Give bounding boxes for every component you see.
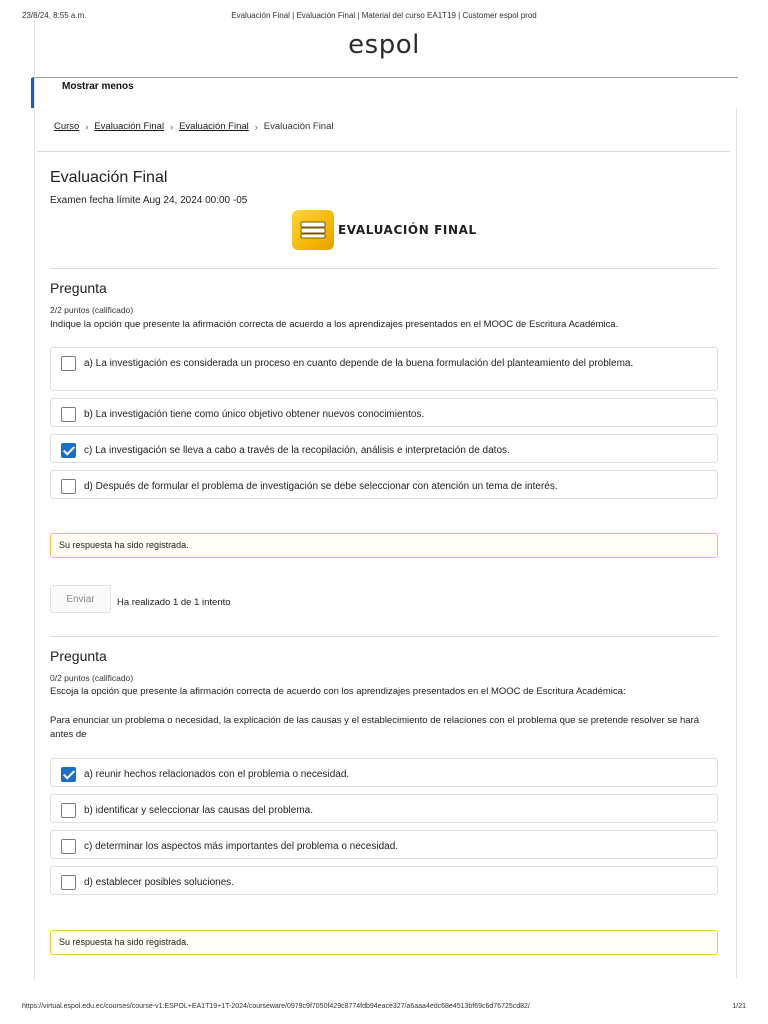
q2-option-c[interactable]: [50, 830, 718, 859]
q1-option-a-label: a) La investigación es considerada un proceso en cuanto depende de la buena formulación del planteamiento del problema.: [84, 358, 634, 369]
q2-option-b-checkbox[interactable]: [61, 803, 76, 818]
chevron-right-icon: ›: [170, 121, 174, 132]
content-left-border: [34, 20, 35, 980]
evaluation-banner: [292, 210, 477, 250]
q1-option-b[interactable]: [50, 398, 718, 427]
question-2-prompt: Escoja la opción que presente la afirmación correcta de acuerdo con los aprendizajes presentados en el MOOC de Escritura Académica:: [50, 686, 626, 697]
q2-option-a[interactable]: [50, 758, 718, 787]
q2-option-c-label: c) determinar los aspectos más importantes del problema o necesidad.: [84, 841, 399, 852]
breadcrumb-link-section[interactable]: Evaluación Final: [94, 121, 165, 132]
submit-button[interactable]: Enviar: [50, 585, 111, 613]
q1-option-c-checkbox[interactable]: [61, 443, 76, 458]
q2-feedback: Su respuesta ha sido registrada.: [50, 930, 718, 955]
q1-option-d-checkbox[interactable]: [61, 479, 76, 494]
q1-option-d-label: d) Después de formular el problema de investigación se debe seleccionar con atención un tema de interés.: [84, 481, 558, 492]
chevron-right-icon: ›: [254, 121, 258, 132]
header-divider: [32, 77, 738, 78]
breadcrumb-divider: [37, 151, 730, 152]
q2-option-b[interactable]: [50, 794, 718, 823]
content-right-border: [736, 108, 737, 978]
print-page-number: 1/21: [732, 1003, 746, 1010]
book-icon: [292, 210, 334, 250]
book-stack-icon: [300, 221, 326, 239]
q1-option-a[interactable]: [50, 347, 718, 391]
question-2-points: 0/2 puntos (calificado): [50, 673, 134, 683]
q2-option-b-label: b) identificar y seleccionar las causas del problema.: [84, 805, 313, 816]
breadcrumb-current: Evaluación Final: [263, 121, 334, 132]
question-1-points: 2/2 puntos (calificado): [50, 305, 134, 315]
q1-option-d[interactable]: [50, 470, 718, 499]
menu-accent-bar: [31, 78, 34, 108]
question-2-title: Pregunta: [50, 648, 107, 664]
question-1-prompt: Indique la opción que presente la afirmación correcta de acuerdo a los aprendizajes presentados en el MOOC de Escritura Académica.: [50, 319, 619, 330]
q2-option-a-checkbox[interactable]: [61, 767, 76, 782]
print-header: [0, 11, 768, 23]
q1-option-c-label: c) La investigación se lleva a cabo a través de la recopilación, análisis e interpretación de datos.: [84, 445, 510, 456]
q1-option-b-checkbox[interactable]: [61, 407, 76, 422]
attempts-count: Ha realizado 1 de 1 intento: [117, 597, 231, 608]
q2-option-d-checkbox[interactable]: [61, 875, 76, 890]
q1-option-b-label: b) La investigación tiene como único objetivo obtener nuevos conocimientos.: [84, 409, 425, 420]
question-divider: [50, 636, 718, 637]
breadcrumb-link-subsection[interactable]: Evaluación Final: [179, 121, 249, 132]
evaluation-banner-label: EVALUACIÓN FINAL: [338, 223, 477, 237]
section-divider: [50, 268, 718, 269]
q2-option-c-checkbox[interactable]: [61, 839, 76, 854]
show-less-button[interactable]: Mostrar menos: [62, 81, 134, 92]
question-1-title: Pregunta: [50, 280, 107, 296]
q1-option-c[interactable]: [50, 434, 718, 463]
q1-option-a-checkbox[interactable]: [61, 356, 76, 371]
q2-option-a-label: a) reunir hechos relacionados con el problema o necesidad.: [84, 769, 350, 780]
print-datetime: 23/8/24, 8:55 a.m.: [22, 11, 87, 20]
espol-logo[interactable]: espol: [348, 30, 420, 60]
q2-option-d-label: d) establecer posibles soluciones.: [84, 877, 235, 888]
print-page-title: Evaluación Final | Evaluación Final | Material del curso EA1T19 | Customer espol prod: [231, 11, 537, 20]
q1-feedback: Su respuesta ha sido registrada.: [50, 533, 718, 558]
due-date: Examen fecha límite Aug 24, 2024 00:00 -05: [50, 195, 248, 206]
breadcrumb-link-course[interactable]: Curso: [54, 121, 80, 132]
breadcrumb: [54, 121, 334, 132]
q2-option-d[interactable]: [50, 866, 718, 895]
print-url: https://virtual.espol.edu.ec/courses/course-v1:ESPOL+EA1T19+1T-2024/courseware/0979c9f7050f429c8774fdb94eace327/a6aaa4edc68e4513bf69c6d76725cd82/: [22, 1003, 530, 1010]
unit-title: Evaluación Final: [50, 169, 168, 186]
question-2-prompt-body: Para enunciar un problema o necesidad, la explicación de las causas y el establecimiento de relaciones con el problema que se pretende resolver se hará antes de: [50, 715, 700, 740]
chevron-right-icon: ›: [85, 121, 89, 132]
